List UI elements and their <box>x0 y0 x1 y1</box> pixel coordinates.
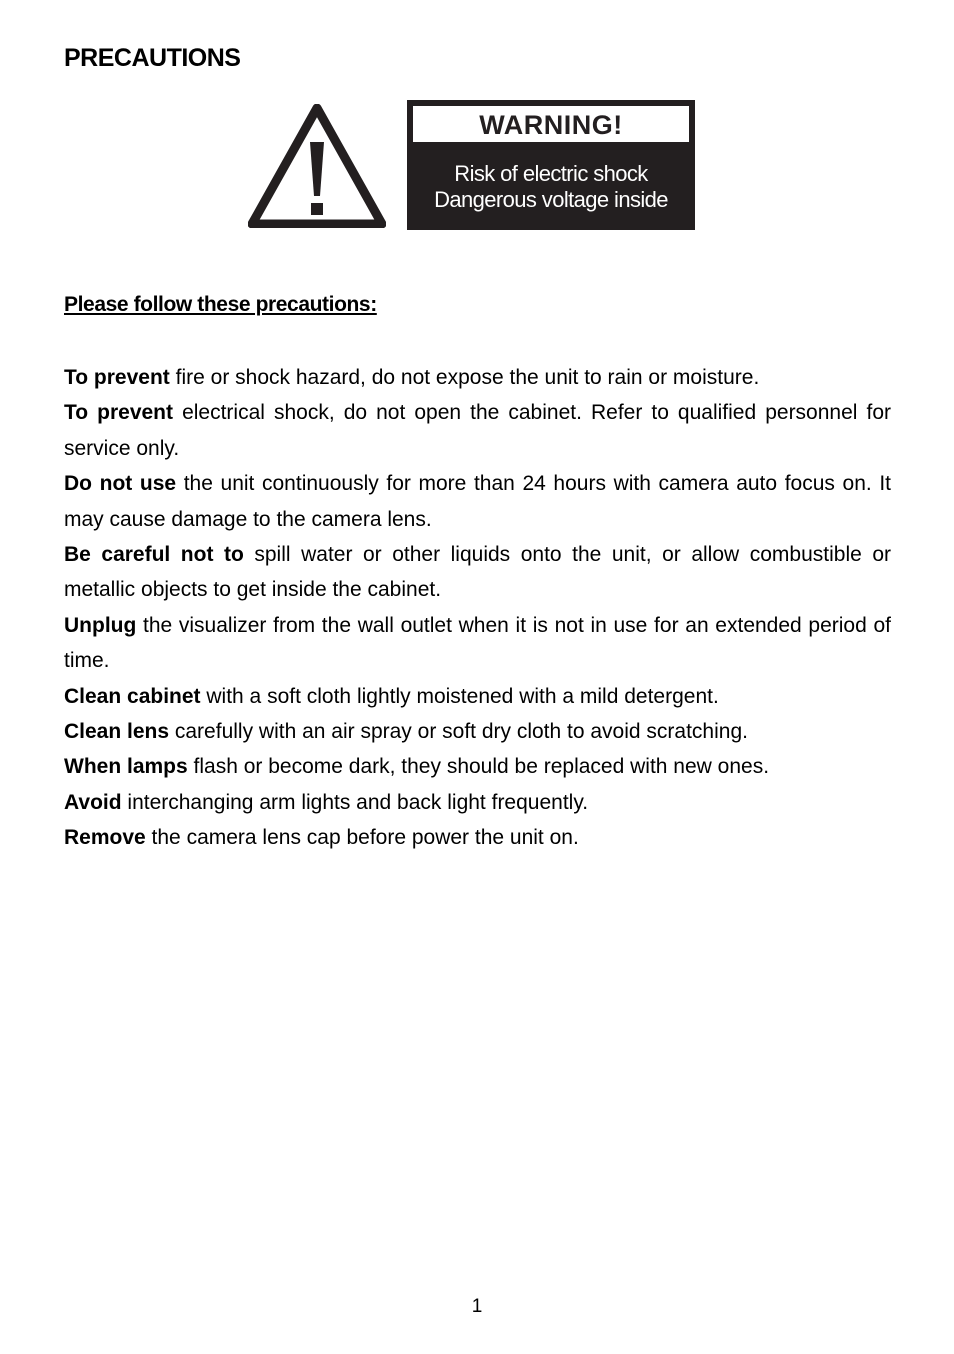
precaution-item <box>64 714 891 749</box>
precaution-text: carefully with an air spray or soft dry cloth to avoid scratching. <box>169 720 748 744</box>
precaution-text: with a soft cloth lightly moistened with a mild detergent. <box>200 684 719 708</box>
precaution-item <box>64 749 891 784</box>
precaution-lead: To prevent <box>64 366 170 389</box>
precaution-item <box>64 395 891 466</box>
precaution-text: the visualizer from the wall outlet when it is not in use for an extended period of time. <box>64 613 891 673</box>
precaution-text: fire or shock hazard, do not expose the unit to rain or moisture. <box>169 366 760 389</box>
precaution-item <box>64 360 891 395</box>
precaution-item <box>64 537 891 608</box>
warning-triangle-icon <box>248 104 386 228</box>
precautions-list <box>64 360 891 856</box>
warning-line-shock: Risk of electric shock <box>454 161 648 186</box>
precaution-lead: Unplug <box>64 613 137 637</box>
precaution-text: interchanging arm lights and back light frequently. <box>121 790 589 814</box>
precaution-lead: Clean cabinet <box>64 684 201 708</box>
precaution-lead: Remove <box>64 826 146 850</box>
precaution-item <box>64 679 891 714</box>
precaution-text: spill water or other liquids onto the unit, or allow combustible or metallic objects to get inside the cabinet. <box>64 543 892 602</box>
precaution-item <box>64 820 891 855</box>
precaution-lead: Clean lens <box>64 720 170 744</box>
precaution-lead: When lamps <box>64 755 188 779</box>
precaution-item <box>64 466 891 537</box>
precaution-lead: To prevent <box>64 401 174 425</box>
precaution-text: flash or become dark, they should be replaced with new ones. <box>187 755 770 779</box>
page-title: PRECAUTIONS <box>64 44 241 72</box>
precaution-text: the unit continuously for more than 24 hours with camera auto focus on. It may cause damage to the camera lens. <box>64 472 891 531</box>
precaution-text: the camera lens cap before power the unit on. <box>145 826 579 850</box>
warning-sign <box>407 100 695 230</box>
precaution-lead: Avoid <box>64 790 122 814</box>
page-number: 1 <box>471 1296 483 1317</box>
precaution-item <box>64 785 891 820</box>
warning-line-voltage: Dangerous voltage inside <box>434 187 668 212</box>
precaution-item <box>64 608 891 679</box>
precautions-intro: Please follow these precautions: <box>64 293 377 316</box>
precaution-text: electrical shock, do not open the cabinet. Refer to qualified personnel for service only. <box>64 401 891 460</box>
precaution-lead: Be careful not to <box>64 543 244 567</box>
warning-heading: WARNING! <box>413 106 689 142</box>
warning-figure <box>248 100 696 230</box>
precaution-lead: Do not use <box>64 472 177 496</box>
